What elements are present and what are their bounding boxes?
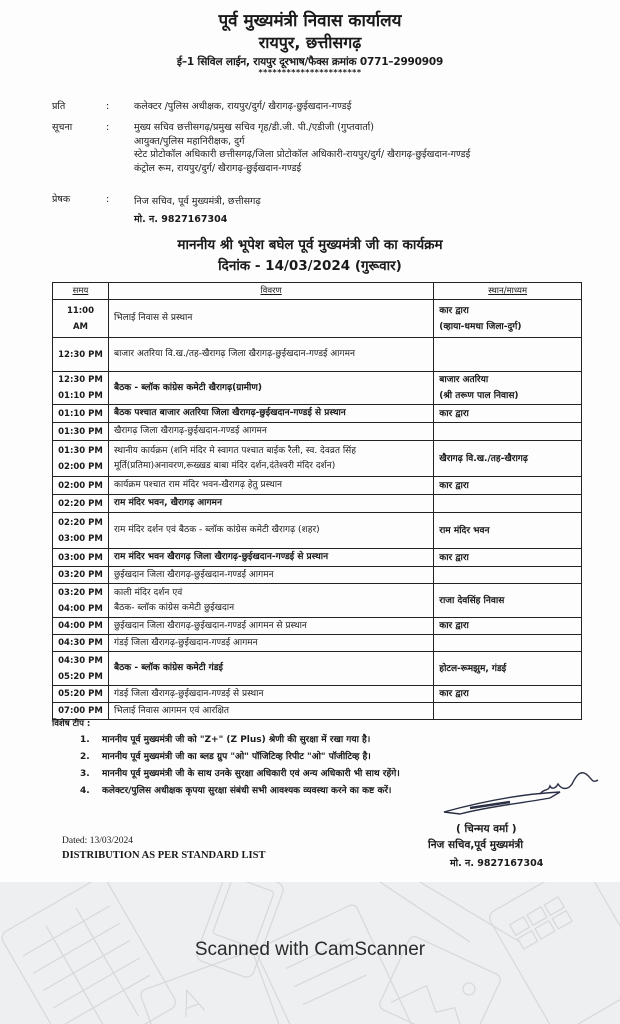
schedule-description: भिलाई निवास से प्रस्थान bbox=[108, 300, 433, 338]
schedule-place bbox=[434, 618, 582, 635]
schedule-time bbox=[53, 477, 109, 495]
schedule-row bbox=[53, 423, 582, 441]
schedule-place bbox=[434, 372, 582, 405]
schedule-place bbox=[434, 338, 582, 372]
schedule-row bbox=[53, 549, 582, 567]
schedule-description: राम मंदिर भवन, खैरागढ़ आगमन bbox=[108, 495, 433, 513]
schedule-description: छुईखदान जिला खैरागढ़-छुईखदान-गण्डई आगमन bbox=[108, 567, 433, 584]
note-item bbox=[80, 783, 400, 800]
note-text: माननीय पूर्व मुख्यमंत्री जी को "Z+" (Z Plus) श्रेणी की सुरक्षा में रखा गया है। bbox=[102, 735, 371, 745]
schedule-time bbox=[53, 405, 109, 423]
schedule-row bbox=[53, 652, 582, 686]
place-value: कार द्वारा bbox=[439, 305, 469, 316]
office-title: पूर्व मुख्यमंत्री निवास कार्यालय bbox=[218, 11, 402, 31]
schedule-row bbox=[53, 703, 582, 720]
note-number: 1. bbox=[80, 735, 90, 745]
signatory-designation: निज सचिव,पूर्व मुख्यमंत्री bbox=[428, 839, 524, 851]
place-value: होटल-रूमझुम, गंडई bbox=[439, 663, 507, 674]
place-value: कार द्वारा bbox=[439, 480, 469, 491]
office-address: ई–1 सिविल लाईन, रायपुर दूरभाष/फैक्स क्रमांक 0771–2990909 bbox=[176, 56, 444, 68]
schedule-row bbox=[53, 567, 582, 584]
header-divider-stars: ********************** bbox=[258, 68, 362, 77]
note-text: माननीय पूर्व मुख्यमंत्री जी के साथ उनके सुरक्षा अधिकारी एवं अन्य अधिकारी भी साथ रहेंगे। bbox=[102, 769, 400, 779]
schedule-description: बैठक - ब्लॉक कांग्रेस कमेटी गंडई bbox=[108, 652, 433, 686]
time-value: 03:00 PM bbox=[58, 533, 103, 544]
time-value: 03:20 PM bbox=[58, 570, 103, 580]
notes-title: विशेष टीप : bbox=[52, 719, 91, 729]
note-item bbox=[80, 766, 400, 783]
schedule-place bbox=[434, 567, 582, 584]
office-city: रायपुर, छत्तीसगढ़ bbox=[258, 33, 362, 52]
place-value: बाजार अतरिया bbox=[439, 375, 489, 385]
schedule-place bbox=[434, 477, 582, 495]
schedule-place bbox=[434, 686, 582, 703]
time-value: 07:00 PM bbox=[58, 706, 103, 716]
preshak-mobile: मो. न. 9827167304 bbox=[134, 214, 228, 225]
soochna-line: आयुक्त/पुलिस महानिरीक्षक, दुर्ग bbox=[134, 135, 245, 147]
schedule-row bbox=[53, 495, 582, 513]
schedule-place bbox=[434, 652, 582, 686]
schedule-place bbox=[434, 703, 582, 720]
schedule-time bbox=[53, 495, 109, 513]
schedule-place bbox=[434, 495, 582, 513]
schedule-time bbox=[53, 584, 109, 618]
schedule-description: काली मंदिर दर्शन एवं बैठक- ब्लॉक कांग्रेस कमेटी छुईखदान bbox=[108, 584, 433, 618]
schedule-row bbox=[53, 338, 582, 372]
dated-text: Dated: 13/03/2024 bbox=[62, 836, 133, 846]
schedule-header-row bbox=[53, 283, 582, 300]
distribution-text: DISTRIBUTION AS PER STANDARD LIST bbox=[62, 850, 266, 861]
schedule-description: खैरागढ़ जिला खैरागढ़-छुईखदान-गण्डई आगमन bbox=[108, 423, 433, 441]
schedule-time bbox=[53, 635, 109, 652]
special-notes bbox=[52, 718, 400, 800]
schedule-time bbox=[53, 549, 109, 567]
preshak-line: निज सचिव, पूर्व मुख्यमंत्री, छत्तीसगढ़ bbox=[134, 196, 261, 207]
schedule-place bbox=[434, 441, 582, 477]
time-value: 12:30 PM bbox=[58, 349, 103, 360]
schedule-row bbox=[53, 635, 582, 652]
header-time: समय bbox=[53, 283, 109, 300]
schedule-time bbox=[53, 441, 109, 477]
program-title: माननीय श्री भूपेश बघेल पूर्व मुख्यमंत्री जी का कार्यक्रम bbox=[177, 237, 443, 253]
place-value: खैरागढ़ वि.ख./तह-खैरागढ़ bbox=[439, 453, 528, 464]
schedule-description: गंडई जिला खैरागढ़-छुईखदान-गण्डई आगमन bbox=[108, 635, 433, 652]
colon: : bbox=[106, 101, 110, 112]
colon: : bbox=[106, 194, 110, 205]
place-value: कार द्वारा bbox=[439, 621, 469, 631]
note-item bbox=[80, 732, 400, 749]
schedule-place bbox=[434, 549, 582, 567]
place-value: (श्री तरूण पाल निवास) bbox=[439, 391, 519, 401]
schedule-description: कार्यक्रम पश्चात राम मंदिर भवन-खैरागढ़ हेतु प्रस्थान bbox=[108, 477, 433, 495]
schedule-place bbox=[434, 405, 582, 423]
schedule-row bbox=[53, 372, 582, 405]
note-text: माननीय पूर्व मुख्यमंत्री जी का ब्लड ग्रुप "ओ" पॉजिटिव्ह रिपीट "ओ" पॉजीटिव्ह है। bbox=[102, 752, 371, 762]
place-value: राजा देवसिंह निवास bbox=[439, 595, 505, 606]
time-value: 02:00 PM bbox=[58, 480, 103, 491]
schedule-place bbox=[434, 300, 582, 338]
time-value: 04:30 PM bbox=[58, 655, 103, 666]
schedule-time bbox=[53, 423, 109, 441]
schedule-description: राम मंदिर भवन खैरागढ़ जिला खैरागढ़-छुईखदान-गण्डई से प्रस्थान bbox=[108, 549, 433, 567]
schedule-time bbox=[53, 652, 109, 686]
place-value: कार द्वारा bbox=[439, 408, 469, 419]
time-value: 01:30 PM bbox=[58, 445, 103, 456]
note-text: कलेक्टर/पुलिस अधीक्षक कृपया सुरक्षा संबंधी सभी आवश्यक व्यवस्था करने का कष्ट करें। bbox=[102, 786, 392, 796]
schedule-row bbox=[53, 477, 582, 495]
time-value: 01:10 PM bbox=[58, 408, 103, 419]
header-description: विवरण bbox=[108, 283, 433, 300]
schedule-place bbox=[434, 584, 582, 618]
schedule-time bbox=[53, 618, 109, 635]
time-value: 04:00 PM bbox=[58, 603, 103, 614]
note-number: 3. bbox=[80, 769, 90, 779]
time-value: 03:00 PM bbox=[58, 552, 103, 563]
time-value: 02:00 PM bbox=[58, 461, 103, 472]
time-value: 04:30 PM bbox=[58, 638, 103, 648]
schedule-description: छुईखदान जिला खैरागढ़-छुईखदान-गण्डई आगमन से प्रस्थान bbox=[108, 618, 433, 635]
time-value: 03:20 PM bbox=[58, 587, 103, 598]
place-value: राम मंदिर भवन bbox=[439, 525, 490, 536]
soochna-line: स्टेट प्रोटोकॉल अधिकारी छत्तीसगढ़/जिला प्रोटोकॉल अधिकारी-रायपुर/दुर्ग/ खैरागढ़-छुईखदान-गण्डई bbox=[134, 149, 471, 160]
prati-label: प्रति bbox=[52, 101, 66, 112]
schedule-description: बैठक - ब्लॉक कांग्रेस कमेटी खैरागढ़(ग्रामीण) bbox=[108, 372, 433, 405]
preshak-label: प्रेषक bbox=[52, 194, 71, 205]
prati-line: कलेक्टर /पुलिस अधीक्षक, रायपुर/दुर्ग/ खैरागढ़-छुईखदान-गण्डई bbox=[134, 101, 352, 112]
place-value: कार द्वारा bbox=[439, 552, 469, 563]
signatory-name: ( चिन्मय वर्मा ) bbox=[456, 823, 517, 835]
schedule-row bbox=[53, 300, 582, 338]
schedule-time bbox=[53, 372, 109, 405]
time-value: 12:30 PM bbox=[58, 375, 103, 385]
schedule-table bbox=[52, 282, 582, 720]
schedule-description: राम मंदिर दर्शन एवं बैठक - ब्लॉक कांग्रेस कमेटी खैरागढ़ (शहर) bbox=[108, 513, 433, 549]
note-number: 2. bbox=[80, 752, 90, 762]
header-place: स्थान/माध्यम bbox=[434, 283, 582, 300]
schedule-time bbox=[53, 703, 109, 720]
program-date: दिनांक - 14/03/2024 (गुरूवार) bbox=[218, 258, 402, 274]
schedule-time bbox=[53, 567, 109, 584]
time-value: 04:00 PM bbox=[58, 621, 103, 631]
schedule-time bbox=[53, 338, 109, 372]
schedule-row bbox=[53, 513, 582, 549]
schedule-row bbox=[53, 686, 582, 703]
note-item bbox=[80, 749, 400, 766]
time-value: 02:20 PM bbox=[58, 517, 103, 528]
schedule-place bbox=[434, 635, 582, 652]
soochna-line: मुख्य सचिव छत्तीसगढ़/प्रमुख सचिव गृह/डी.जी. पी./एडीजी (गुप्तवार्ता) bbox=[134, 122, 374, 133]
soochna-label: सूचना bbox=[52, 122, 73, 133]
time-value: 01:30 PM bbox=[58, 426, 103, 437]
schedule-row bbox=[53, 405, 582, 423]
colon: : bbox=[106, 122, 110, 133]
soochna-line: कंट्रोल रूम, रायपुर/दुर्ग/ खैरागढ़-छुईखदान-गण्डई bbox=[134, 162, 302, 174]
schedule-row bbox=[53, 584, 582, 618]
camscanner-watermark-footer bbox=[0, 882, 620, 1024]
time-value: 05:20 PM bbox=[58, 689, 103, 699]
schedule-description: स्थानीय कार्यक्रम (शनि मंदिर मे स्वागत पश्चात बाईक रैली, स्व. देवव्रत सिंह मूर्ति(प्रतिमा)अनावरण,रूख्खड बाबा मंदिर दर्शन,दंतेश्वरी मंदिर दर्शन) bbox=[108, 441, 433, 477]
camscanner-text: Scanned with CamScanner bbox=[194, 939, 426, 960]
signature-image bbox=[440, 772, 600, 822]
signatory-mobile: मो. न. 9827167304 bbox=[450, 858, 544, 869]
schedule-description: भिलाई निवास आगमन एवं आरक्षित bbox=[108, 703, 433, 720]
time-value: 02:20 PM bbox=[58, 498, 103, 509]
schedule-place bbox=[434, 423, 582, 441]
schedule-time bbox=[53, 686, 109, 703]
time-value: 05:20 PM bbox=[58, 671, 103, 682]
time-value: 01:10 PM bbox=[58, 391, 103, 401]
schedule-row bbox=[53, 441, 582, 477]
schedule-time bbox=[53, 513, 109, 549]
schedule-time bbox=[53, 300, 109, 338]
place-value: कार द्वारा bbox=[439, 689, 469, 699]
schedule-place bbox=[434, 513, 582, 549]
schedule-row bbox=[53, 618, 582, 635]
time-value: 11:00 AM bbox=[66, 305, 94, 332]
place-value: (व्हाया-धमधा जिला-दुर्ग) bbox=[439, 321, 522, 332]
schedule-description: बाजार अतरिया वि.ख./तह-खैरागढ़ जिला खैरागढ़-छुईखदान-गण्डई आगमन bbox=[108, 338, 433, 372]
schedule-description: बैठक पश्चात बाजार अतरिया जिला खैरागढ़-छुईखदान-गण्डई से प्रस्थान bbox=[108, 405, 433, 423]
note-number: 4. bbox=[80, 786, 90, 796]
schedule-description: गंडई जिला खैरागढ़-छुईखदान-गण्डई से प्रस्थान bbox=[108, 686, 433, 703]
